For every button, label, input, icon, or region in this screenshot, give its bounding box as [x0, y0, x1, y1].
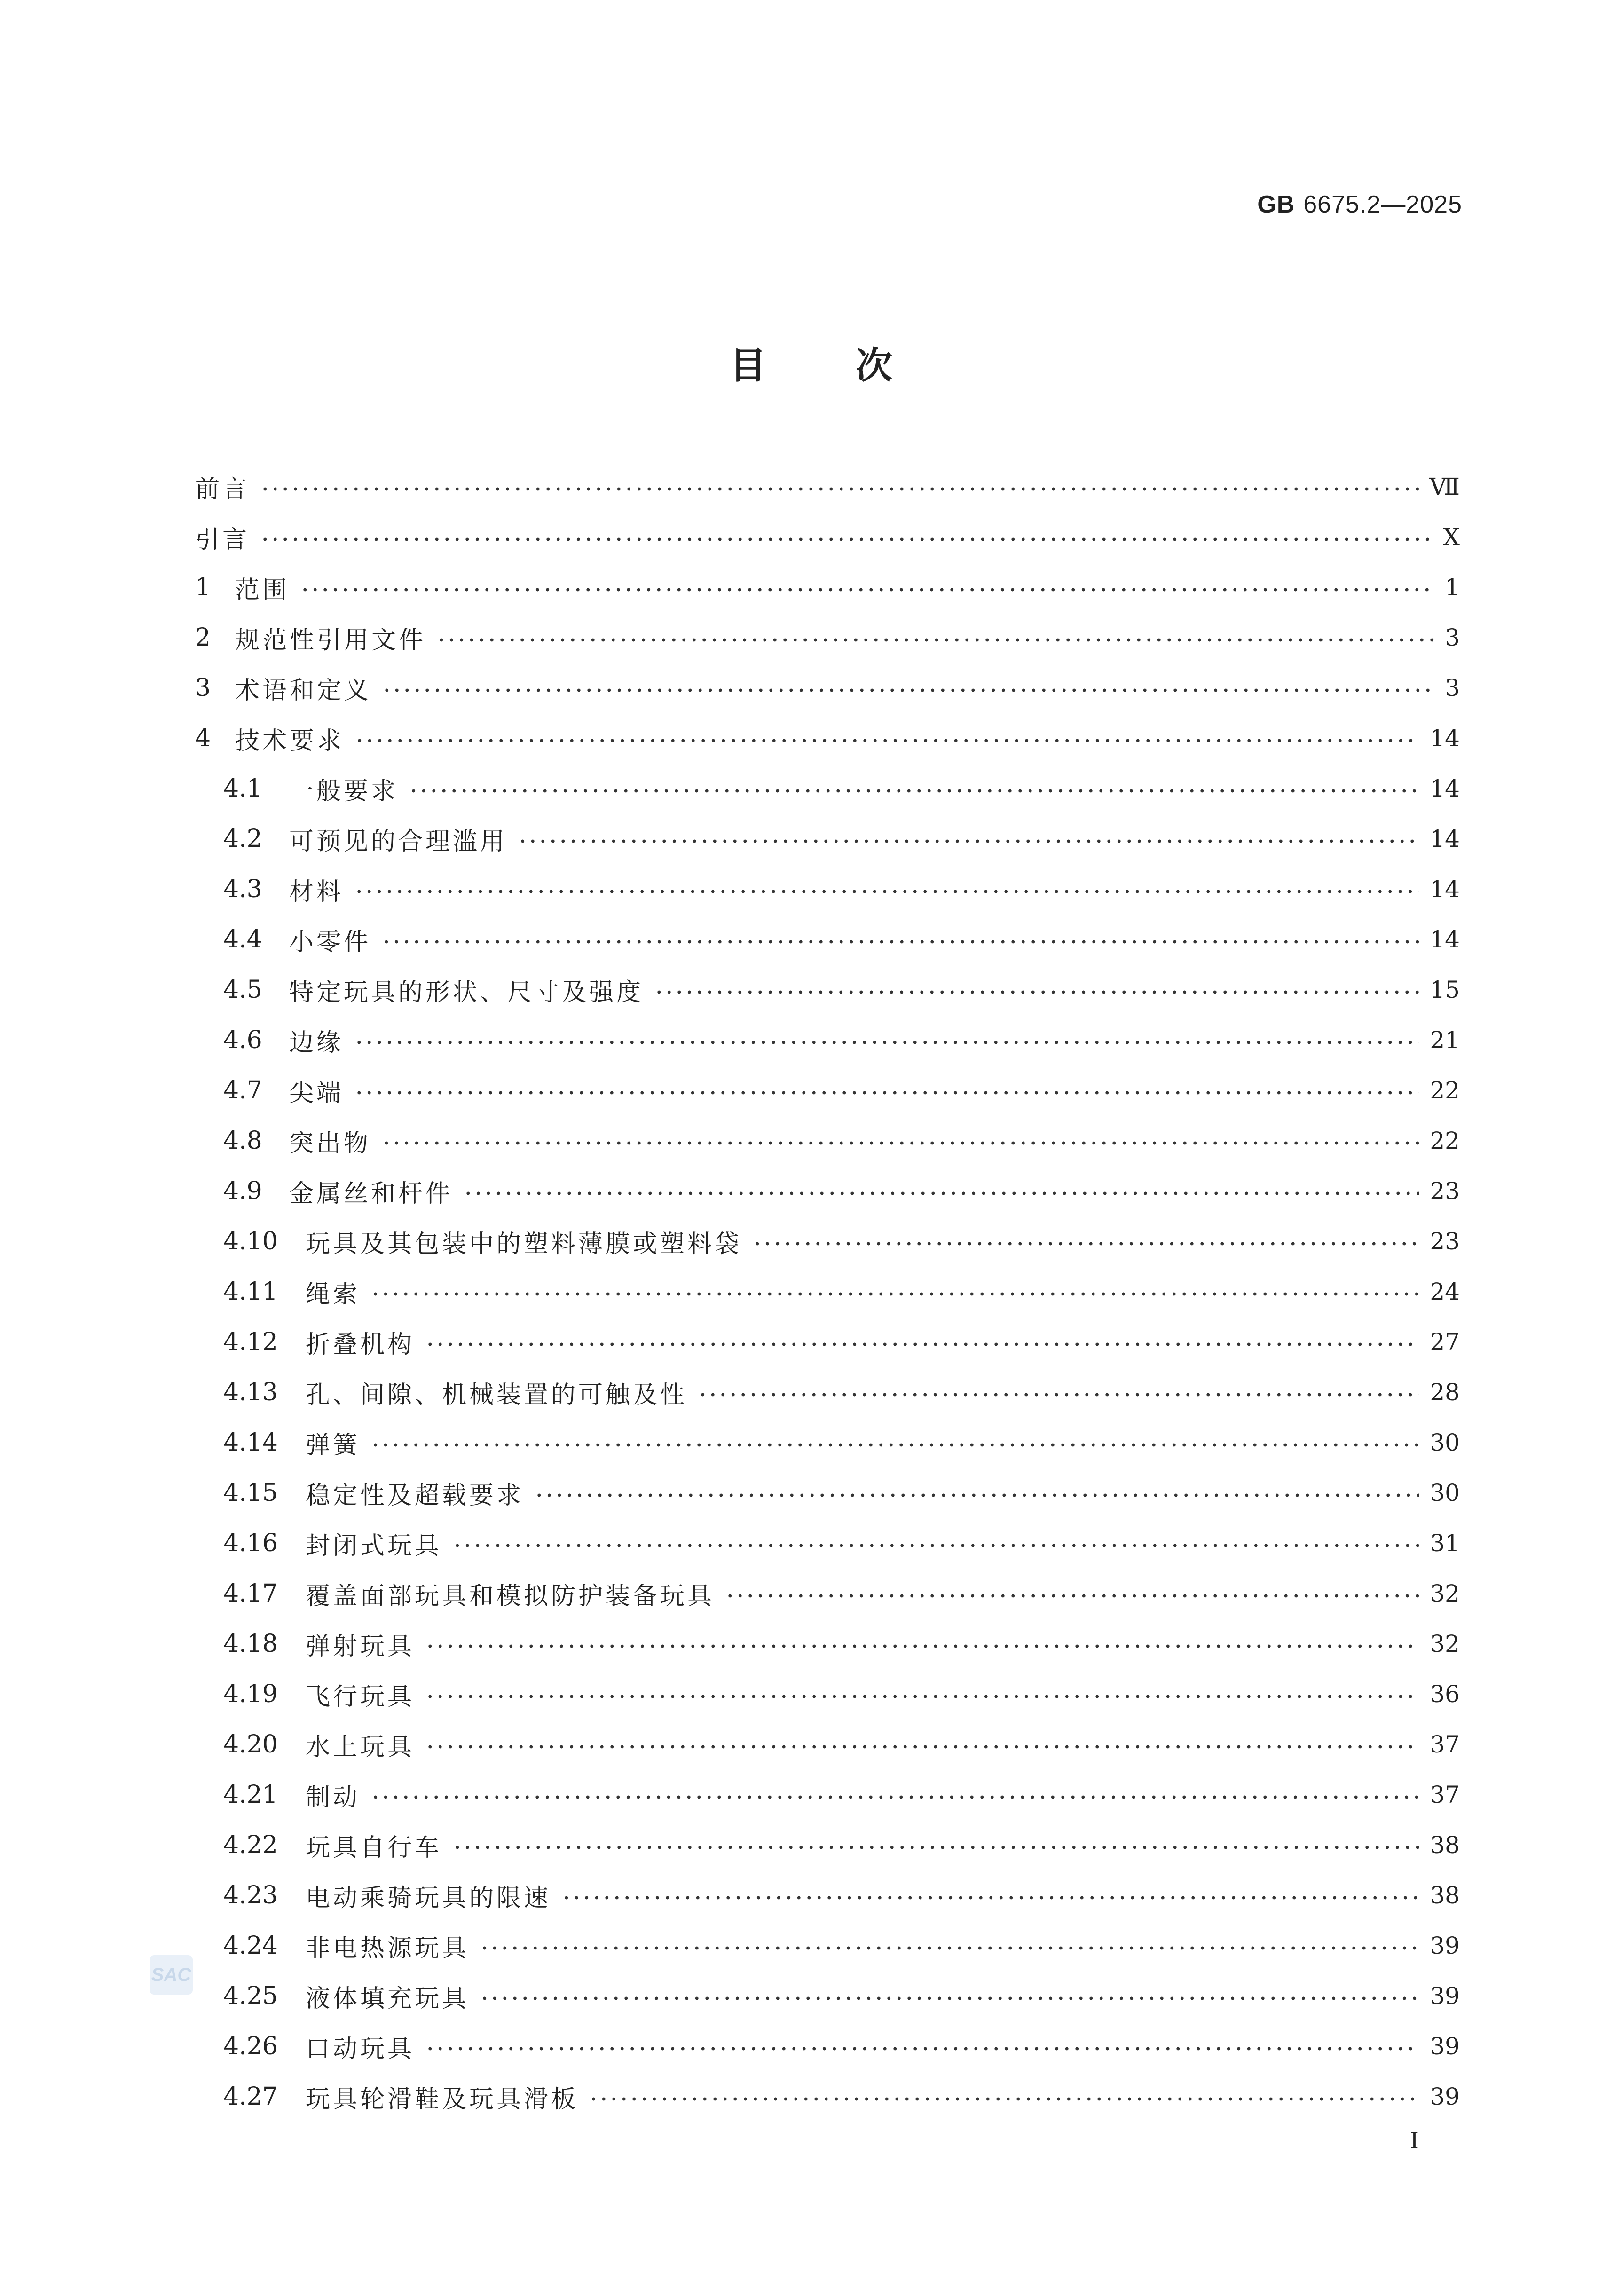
toc-number: 4.4	[223, 925, 262, 954]
toc-number: 4.20	[223, 1730, 278, 1759]
toc-page: 22	[1430, 1127, 1460, 1154]
toc-number: 4.3	[223, 875, 262, 903]
toc-leader	[752, 1241, 1419, 1246]
toc-entry[interactable]	[195, 463, 1460, 510]
toc-leader	[425, 2046, 1419, 2051]
toc-page: 22	[1430, 1077, 1460, 1104]
toc-entry[interactable]	[223, 1017, 1460, 1064]
toc-page: Ⅶ	[1429, 473, 1460, 500]
toc-page: 37	[1430, 1731, 1460, 1758]
toc-leader	[382, 688, 1434, 693]
toc-number: 4.10	[223, 1227, 278, 1255]
toc-entry[interactable]	[223, 765, 1460, 812]
toc-number: 4.21	[223, 1781, 278, 1809]
toc-number: 4	[195, 724, 211, 752]
toc-number: 4.15	[223, 1479, 278, 1507]
toc-entry[interactable]	[223, 815, 1460, 862]
toc-page: 23	[1430, 1228, 1460, 1255]
toc-leader	[452, 1845, 1419, 1850]
toc-title: 小零件	[289, 928, 371, 956]
toc-entry[interactable]	[223, 1067, 1460, 1114]
toc-page: 30	[1430, 1429, 1460, 1456]
toc-entry[interactable]	[223, 2073, 1460, 2120]
toc-entry[interactable]	[223, 1218, 1460, 1265]
toc-leader	[463, 1191, 1419, 1196]
toc-title: 玩具及其包装中的塑料薄膜或塑料袋	[306, 1230, 742, 1258]
toc-number: 4.11	[223, 1278, 278, 1306]
toc-entry[interactable]	[223, 1168, 1460, 1215]
page-number: I	[1410, 2128, 1419, 2154]
toc-number: 4.7	[223, 1076, 262, 1105]
toc-leader	[589, 2097, 1419, 2101]
toc-leader	[654, 990, 1419, 994]
toc-title: 水上玩具	[306, 1733, 415, 1761]
toc-title: 玩具轮滑鞋及玩具滑板	[306, 2085, 579, 2114]
page-title: 目次	[729, 344, 982, 387]
toc-page: 1	[1445, 574, 1460, 601]
sac-watermark-logo: SAC	[150, 1955, 193, 1995]
toc-page: 32	[1430, 1630, 1460, 1657]
toc-page: 28	[1430, 1379, 1460, 1406]
toc-leader	[300, 587, 1434, 592]
toc-title: 术语和定义	[235, 676, 372, 705]
toc-number: 4.8	[223, 1127, 262, 1155]
toc-entry[interactable]	[223, 1872, 1460, 1919]
toc-leader	[409, 789, 1419, 793]
toc-page: 39	[1430, 1982, 1460, 2010]
toc-entry[interactable]	[223, 1973, 1460, 2020]
toc-number: 4.5	[223, 976, 262, 1004]
toc-title: 突出物	[289, 1129, 371, 1158]
toc-title: 非电热源玩具	[306, 1934, 470, 1963]
toc-entry[interactable]	[223, 1318, 1460, 1365]
toc-title: 技术要求	[235, 726, 345, 755]
toc-entry[interactable]	[223, 1570, 1460, 1617]
toc-page: 24	[1430, 1278, 1460, 1305]
toc-leader	[425, 1342, 1419, 1347]
toc-page: 27	[1430, 1328, 1460, 1356]
toc-leader	[381, 1141, 1419, 1145]
standard-code	[1257, 190, 1462, 219]
toc-title: 液体填充玩具	[306, 1984, 470, 2013]
toc-title: 覆盖面部玩具和模拟防护装备玩具	[306, 1582, 715, 1610]
toc-entry[interactable]	[223, 966, 1460, 1013]
toc-page: 14	[1430, 725, 1460, 752]
toc-page: 39	[1430, 1932, 1460, 1959]
toc-number: 3	[195, 674, 211, 702]
toc-leader	[354, 1090, 1419, 1095]
toc-title: 制动	[306, 1783, 361, 1812]
toc-number: 4.24	[223, 1932, 278, 1960]
toc-entry[interactable]	[223, 866, 1460, 913]
toc-title: 引言	[195, 525, 250, 554]
toc-title: 弹射玩具	[306, 1632, 415, 1661]
toc-page: 23	[1430, 1177, 1460, 1205]
toc-entry[interactable]	[223, 1620, 1460, 1667]
toc-leader	[534, 1493, 1419, 1498]
toc-number: 4.6	[223, 1026, 262, 1054]
toc-number: 2	[195, 623, 211, 652]
toc-title: 边缘	[289, 1028, 344, 1057]
toc-leader	[381, 939, 1419, 944]
toc-title: 玩具自行车	[306, 1833, 442, 1862]
standard-number: 6675.2—2025	[1303, 191, 1462, 218]
toc-title: 材料	[289, 877, 344, 906]
toc-entry[interactable]	[223, 916, 1460, 963]
toc-entry[interactable]	[223, 1671, 1460, 1718]
toc-leader	[425, 1694, 1419, 1699]
toc-number: 4.13	[223, 1378, 278, 1406]
toc-page: Ⅹ	[1443, 523, 1460, 551]
toc-number: 4.26	[223, 2032, 278, 2060]
toc-number: 4.19	[223, 1680, 278, 1708]
toc-entry[interactable]	[223, 1771, 1460, 1818]
toc-entry[interactable]	[195, 614, 1460, 661]
toc-number: 4.9	[223, 1177, 262, 1205]
toc-entry[interactable]	[223, 1419, 1460, 1466]
toc-number: 4.27	[223, 2083, 278, 2111]
toc-entry[interactable]	[223, 1822, 1460, 1869]
toc-leader	[370, 1795, 1419, 1799]
toc-page: 31	[1430, 1530, 1460, 1557]
toc-title: 弹簧	[306, 1431, 361, 1460]
toc-number: 4.22	[223, 1831, 278, 1859]
toc-title: 封闭式玩具	[306, 1531, 442, 1560]
toc-title: 孔、间隙、机械装置的可触及性	[306, 1381, 688, 1409]
toc-title: 稳定性及超载要求	[306, 1481, 524, 1510]
toc-number: 4.18	[223, 1630, 278, 1658]
toc-leader	[260, 537, 1433, 542]
toc-page: 15	[1430, 976, 1460, 1003]
toc-title: 前言	[195, 475, 250, 504]
toc-entry[interactable]	[195, 715, 1460, 762]
toc-entry[interactable]	[195, 564, 1460, 611]
toc-number: 1	[195, 573, 211, 601]
toc-page: 30	[1430, 1479, 1460, 1507]
toc-title: 电动乘骑玩具的限速	[306, 1884, 551, 1912]
toc-number: 4.14	[223, 1428, 278, 1457]
toc-leader	[452, 1543, 1419, 1548]
toc-entry[interactable]	[223, 1268, 1460, 1315]
toc-leader	[425, 1744, 1419, 1749]
toc-leader	[354, 889, 1419, 894]
toc-title: 绳索	[306, 1280, 361, 1309]
toc-number: 4.17	[223, 1579, 278, 1608]
toc-leader	[480, 1946, 1419, 1950]
toc-number: 4.25	[223, 1982, 278, 2010]
toc-leader	[518, 839, 1419, 844]
toc-page: 14	[1430, 926, 1460, 953]
toc-page: 38	[1430, 1831, 1460, 1859]
toc-page: 14	[1430, 825, 1460, 852]
toc-entry[interactable]	[223, 1922, 1460, 1969]
toc-number: 4.2	[223, 825, 262, 853]
toc-page: 3	[1445, 674, 1460, 702]
toc-entry[interactable]	[223, 1369, 1460, 1416]
toc-title: 一般要求	[289, 777, 399, 805]
toc-entry[interactable]	[223, 1721, 1460, 1768]
toc-leader	[480, 1996, 1419, 2001]
toc-page: 39	[1430, 2033, 1460, 2060]
toc-leader	[561, 1895, 1419, 1900]
toc-page: 14	[1430, 876, 1460, 903]
toc-entry[interactable]	[223, 1520, 1460, 1567]
toc-entry[interactable]	[223, 2023, 1460, 2070]
toc-title: 规范性引用文件	[235, 626, 426, 655]
toc-leader	[370, 1443, 1419, 1447]
toc-number: 4.1	[223, 774, 262, 803]
toc-leader	[725, 1594, 1419, 1598]
toc-number: 4.23	[223, 1881, 278, 1909]
standard-prefix: GB	[1257, 191, 1295, 218]
toc-title: 金属丝和杆件	[289, 1179, 453, 1208]
toc-number: 4.16	[223, 1529, 278, 1557]
toc-title: 飞行玩具	[306, 1682, 415, 1711]
toc-number: 4.12	[223, 1328, 278, 1356]
toc-page: 37	[1430, 1781, 1460, 1808]
toc-leader	[260, 487, 1419, 491]
toc-title: 特定玩具的形状、尺寸及强度	[289, 978, 644, 1007]
toc-leader	[354, 738, 1419, 743]
toc-title: 可预见的合理滥用	[289, 827, 508, 856]
toc-leader	[698, 1392, 1419, 1397]
toc-leader	[425, 1644, 1419, 1649]
toc-title: 口动玩具	[306, 2035, 415, 2063]
toc-page: 32	[1430, 1580, 1460, 1607]
toc-page: 36	[1430, 1681, 1460, 1708]
toc-entry[interactable]	[195, 664, 1460, 711]
toc-leader	[436, 638, 1434, 642]
toc-leader	[370, 1292, 1419, 1296]
toc-entry[interactable]	[195, 513, 1460, 560]
toc-page: 38	[1430, 1882, 1460, 1909]
toc-page: 39	[1430, 2083, 1460, 2110]
toc-page: 14	[1430, 775, 1460, 802]
toc-page: 21	[1430, 1026, 1460, 1054]
toc-title: 折叠机构	[306, 1330, 415, 1359]
toc-leader	[354, 1040, 1419, 1045]
toc-entry[interactable]	[223, 1117, 1460, 1164]
toc-title: 范围	[235, 576, 290, 604]
toc-title: 尖端	[289, 1079, 344, 1107]
toc-page: 3	[1445, 624, 1460, 651]
toc-entry[interactable]	[223, 1469, 1460, 1516]
